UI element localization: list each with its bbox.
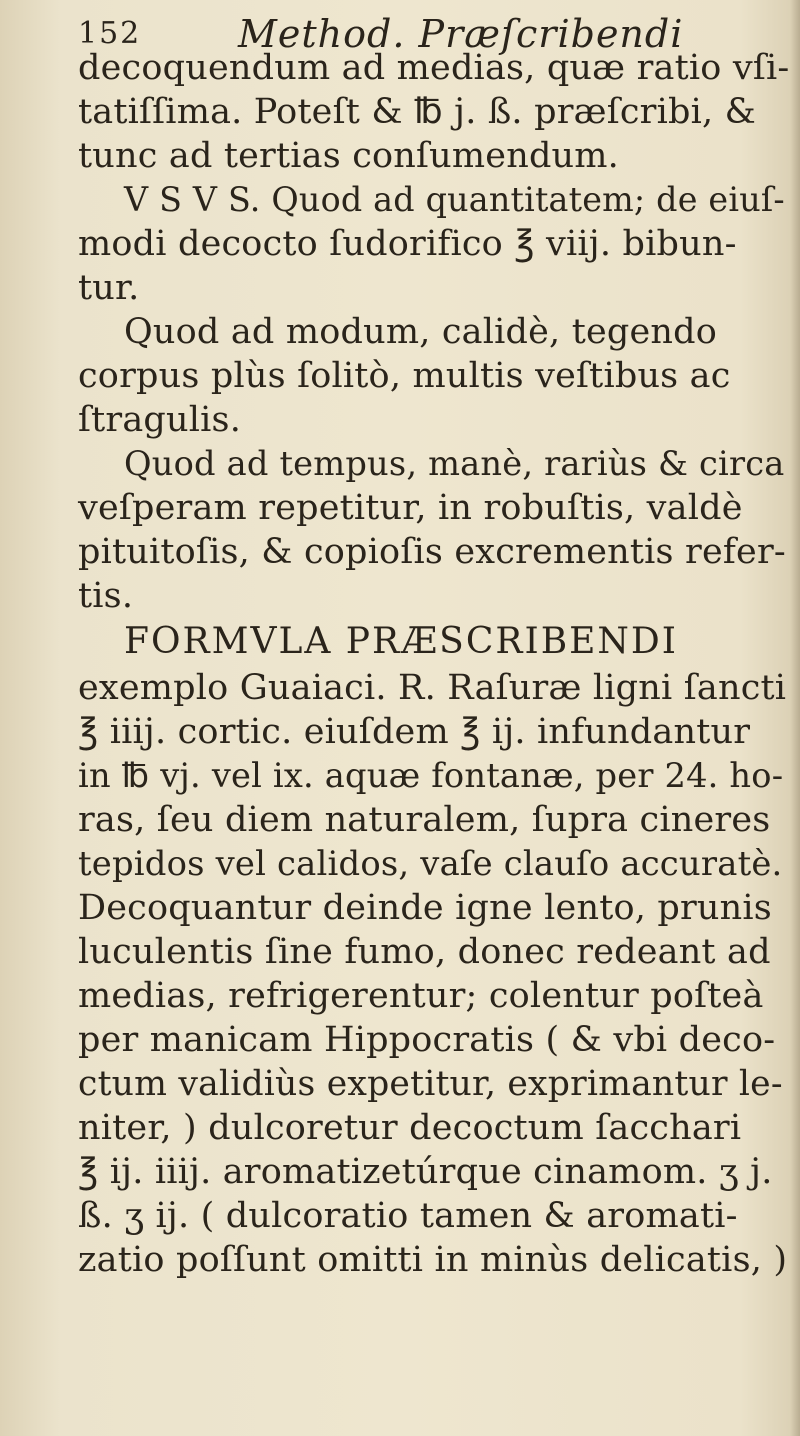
text-line: tur. — [78, 268, 140, 308]
page-edge-shadow — [790, 0, 800, 1436]
text-line: tunc ad tertias conſumendum. — [78, 136, 620, 176]
text-line: tatiſſima. Poteſt & ℔ j. ß. præſcribi, & — [78, 92, 757, 132]
running-title: Method. Præſcribendi — [238, 12, 684, 56]
text-line: pituitoſis, & copioſis excrementis refer- — [78, 532, 786, 572]
body-text — [78, 46, 790, 1282]
section-heading: FORMVLA PRÆSCRIBENDI — [124, 621, 679, 662]
text-line: decoquendum ad medias, quæ ratio vſi- — [78, 48, 790, 88]
text-line: in ℔ vj. vel ix. aquæ fontanæ, per 24. ho- — [78, 756, 784, 795]
text-line: per manicam Hippocratis ( & vbi deco- — [78, 1020, 776, 1060]
text-line: veſperam repetitur, in robuſtis, valdè — [78, 488, 743, 528]
text-line: ras, ſeu diem naturalem, ſupra cineres — [78, 800, 771, 840]
text-line: Quod ad modum, calidè, tegendo — [124, 312, 718, 352]
text-line: luculentis ſine fumo, donec redeant ad — [78, 932, 771, 972]
text-line: Quod ad tempus, manè, rariùs & circa — [124, 444, 785, 483]
text-line: Decoquantur deinde igne lento, prunis — [78, 888, 772, 928]
text-line: medias, refrigerentur; colentur poſteà — [78, 976, 764, 1016]
text-line: niter, ) dulcoretur decoctum ſacchari — [78, 1108, 742, 1148]
text-line: tis. — [78, 576, 134, 616]
text-line: ſtragulis. — [78, 400, 242, 440]
text-line: ctum validiùs expetitur, exprimantur le- — [78, 1064, 783, 1104]
text-line: tepidos vel calidos, vaſe clauſo accuratè. — [78, 844, 783, 883]
page-number: 152 — [78, 16, 142, 51]
text-line: exemplo Guaiaci. R. Raſuræ ligni ſancti — [78, 668, 787, 708]
text-line: zatio poſſunt omitti in minùs delicatis, ) — [78, 1240, 788, 1280]
text-line: ℥ ij. iiij. aromatizetúrque cinamom. ʒ j. — [78, 1152, 773, 1192]
text-line: V S V S. Quod ad quantitatem; de eiuſ- — [124, 180, 785, 219]
text-line: corpus plùs ſolitò, multis veſtibus ac — [78, 356, 731, 396]
text-line: ß. ʒ ij. ( dulcoratio tamen & aromati- — [78, 1196, 738, 1236]
text-line: modi decocto ſudorifico ℥ viij. bibun- — [78, 224, 737, 264]
text-line: ℥ iiij. cortic. eiuſdem ℥ ij. infundantur — [78, 712, 751, 752]
